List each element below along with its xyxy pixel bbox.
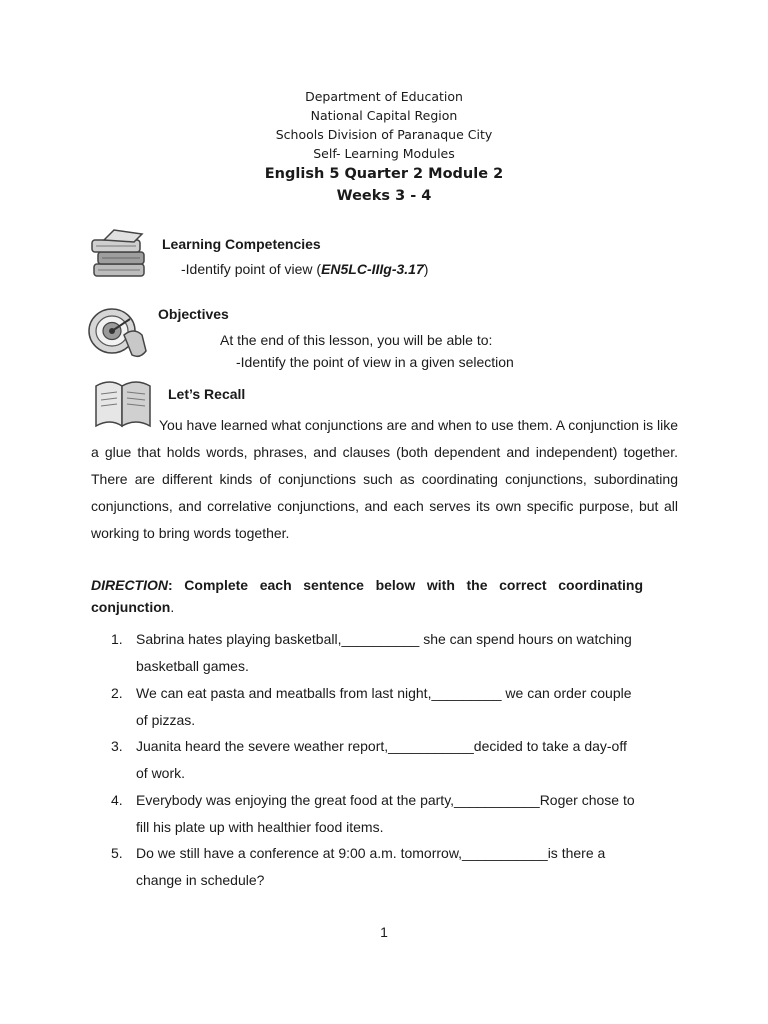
direction-text: : Complete each sentence below with the correct coordinating conjunction [91, 577, 643, 615]
page-number: 1 [380, 924, 388, 940]
item-number: 3. [111, 738, 123, 754]
competencies-title: Learning Competencies [162, 236, 321, 252]
recall-paragraph-text: You have learned what conjunctions are and when to use them. A conjunction is like a glue that holds words, phrases, and clauses (both dependent and independent) together. There are different kinds of conjunctions such as coordinating conjunctions, subordinating conjunctions, and correlative conjunctions, and each serves its own specific purpose, but all working to bring words together. [91, 417, 678, 541]
list-item [111, 840, 681, 894]
item-number: 2. [111, 685, 123, 701]
item-line: fill his plate up with healthier food items. [136, 819, 384, 835]
header-region: National Capital Region [310, 108, 458, 123]
target-icon [86, 305, 152, 363]
list-item [111, 626, 681, 680]
header-department: Department of Education [305, 89, 463, 104]
item-line: We can eat pasta and meatballs from last night,_________ we can order couple [136, 685, 632, 701]
objectives-item: -Identify the point of view in a given selection [236, 354, 514, 370]
item-line: Sabrina hates playing basketball,__________ she can spend hours on watching [136, 631, 632, 647]
objectives-title: Objectives [158, 306, 229, 322]
item-number: 1. [111, 631, 123, 647]
module-title: English 5 Quarter 2 Module 2 [264, 166, 504, 182]
books-icon [88, 228, 154, 280]
recall-title: Let’s Recall [168, 386, 246, 402]
objectives-intro: At the end of this lesson, you will be able to: [220, 332, 493, 348]
direction-end: . [170, 599, 175, 615]
module-weeks: Weeks 3 - 4 [336, 188, 432, 204]
competency-item [181, 261, 428, 277]
competency-suffix: ) [423, 261, 429, 277]
direction-label: DIRECTION [91, 577, 168, 593]
header-modules: Self- Learning Modules [313, 146, 455, 161]
competency-prefix: -Identify point of view ( [181, 261, 322, 277]
item-line: change in schedule? [136, 872, 265, 888]
list-item [111, 787, 681, 841]
item-number: 5. [111, 845, 123, 861]
item-line: basketball games. [136, 658, 249, 674]
item-line: of work. [136, 765, 186, 781]
list-item [111, 680, 681, 734]
item-number: 4. [111, 792, 123, 808]
recall-paragraph [91, 412, 678, 547]
item-line: Everybody was enjoying the great food at the party,___________Roger chose to [136, 792, 635, 808]
list-item [111, 733, 681, 787]
competency-code: EN5LC-IIIg-3.17 [321, 261, 424, 277]
direction-instruction [91, 574, 643, 618]
item-line: Do we still have a conference at 9:00 a.m. tomorrow,___________is there a [136, 845, 606, 861]
header-division: Schools Division of Paranaque City [275, 127, 493, 142]
item-line: of pizzas. [136, 712, 196, 728]
item-line: Juanita heard the severe weather report,___________decided to take a day-off [136, 738, 627, 754]
